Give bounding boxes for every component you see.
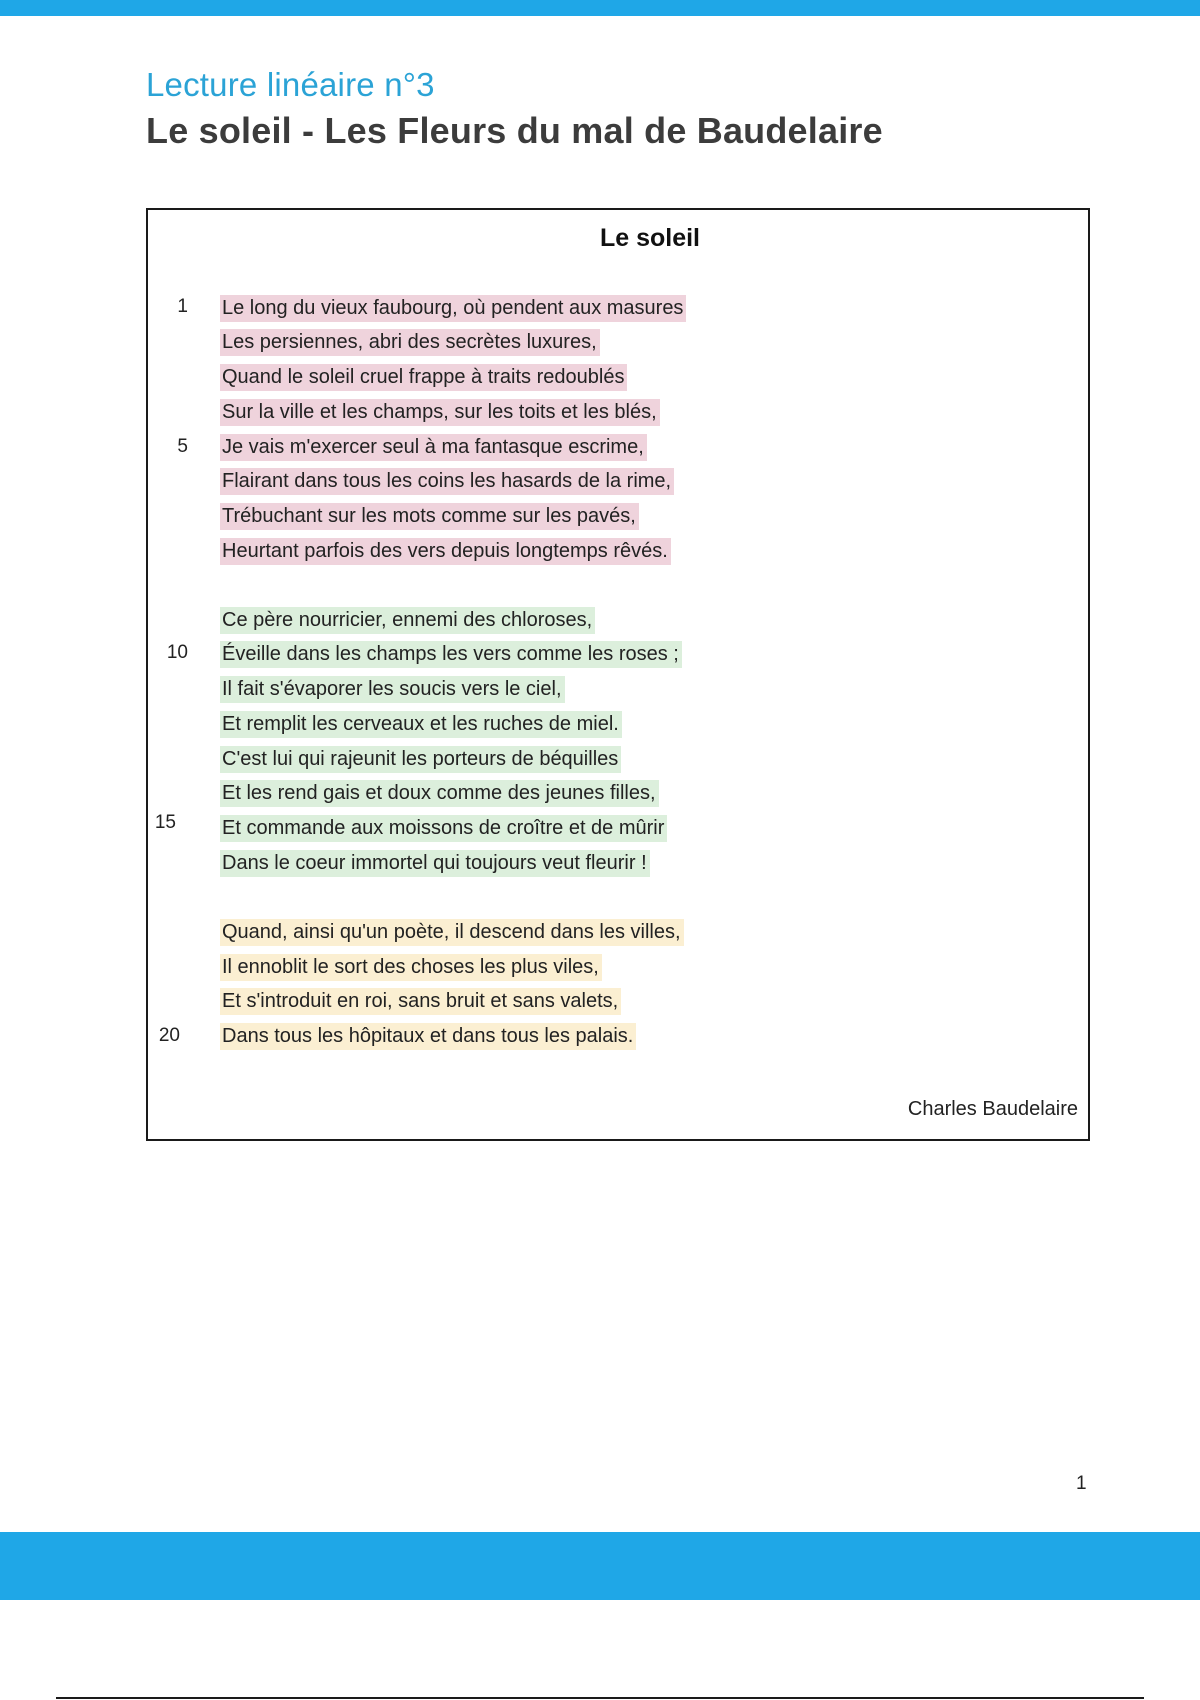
verse-line: Ce père nourricier, ennemi des chloroses,: [220, 607, 595, 634]
verse-line: Heurtant parfois des vers depuis longtemps rêvés.: [220, 538, 671, 565]
line-number: 5: [177, 436, 188, 457]
verse-line: Flairant dans tous les coins les hasards de la rime,: [220, 468, 674, 495]
verse-line: Le long du vieux faubourg, où pendent aux masures: [220, 295, 686, 322]
verse-line: Dans le coeur immortel qui toujours veut fleurir !: [220, 850, 650, 877]
verse-line: Sur la ville et les champs, sur les toits et les blés,: [220, 399, 660, 426]
top-accent-bar: [0, 0, 1200, 16]
bottom-accent-bar: [0, 1532, 1200, 1600]
verse-line: Je vais m'exercer seul à ma fantasque escrime,: [220, 434, 647, 461]
verse-line: Il ennoblit le sort des choses les plus viles,: [220, 954, 602, 981]
bottom-divider: [56, 1697, 1144, 1699]
page-number: 1: [1076, 1473, 1087, 1494]
verse-line: Trébuchant sur les mots comme sur les pavés,: [220, 503, 639, 530]
verse-line: Et remplit les cerveaux et les ruches de miel.: [220, 711, 622, 738]
line-number: 10: [166, 642, 188, 663]
verse-line: Quand le soleil cruel frappe à traits redoublés: [220, 364, 627, 391]
verse-line: Et s'introduit en roi, sans bruit et sans valets,: [220, 988, 621, 1015]
poem-author: Charles Baudelaire: [907, 1098, 1078, 1120]
poem-box: [146, 208, 1090, 1141]
verse-line: Éveille dans les champs les vers comme les roses ;: [220, 641, 682, 668]
verse-line: C'est lui qui rajeunit les porteurs de béquilles: [220, 746, 621, 773]
verse-line: Et les rend gais et doux comme des jeunes filles,: [220, 780, 659, 807]
line-number: 15: [154, 812, 176, 833]
line-number: 20: [158, 1025, 180, 1046]
verse-line: Dans tous les hôpitaux et dans tous les palais.: [220, 1023, 636, 1050]
verse-line: Quand, ainsi qu'un poète, il descend dans les villes,: [220, 919, 684, 946]
document-title: Le soleil - Les Fleurs du mal de Baudelaire: [146, 110, 883, 151]
poem-title: Le soleil: [599, 224, 701, 252]
document-subtitle: Lecture linéaire n°3: [146, 66, 435, 103]
line-number: 1: [177, 296, 188, 317]
verse-line: Les persiennes, abri des secrètes luxures,: [220, 329, 600, 356]
verse-line: Et commande aux moissons de croître et de mûrir: [220, 815, 667, 842]
verse-line: Il fait s'évaporer les soucis vers le ciel,: [220, 676, 565, 703]
